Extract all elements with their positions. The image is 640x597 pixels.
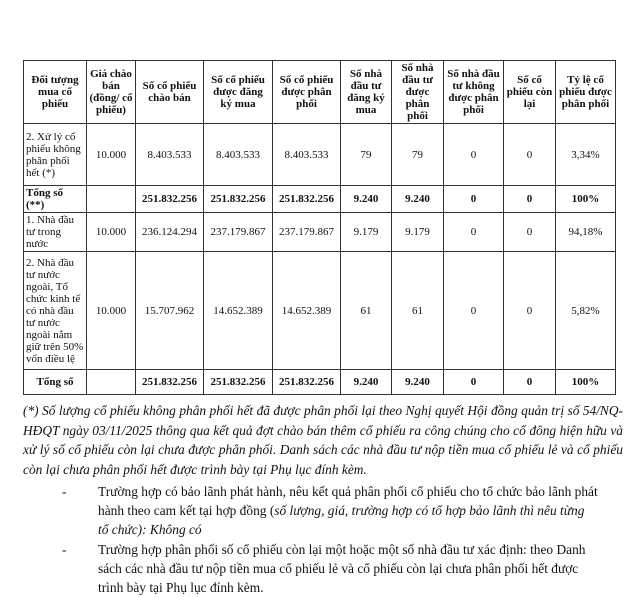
table-cell: 9.179 <box>392 213 444 252</box>
header-cell: Số nhà đầu tư được phân phối <box>392 61 444 124</box>
table-cell: Tổng số (**) <box>24 186 87 213</box>
table-row <box>24 124 616 186</box>
table-cell: 9.179 <box>341 213 392 252</box>
table-cell: 0 <box>444 186 504 213</box>
table-cell: 251.832.256 <box>273 186 341 213</box>
header-cell: Đối tượng mua cổ phiếu <box>24 61 87 124</box>
footnote: (*) Số lượng cổ phiếu không phân phối hết đã được phân phối lại theo Nghị quyết Hội đồng quản trị số 54/NQ- HĐQT ngày 03/11/2025 thông qua kết quả đợt chào bán thêm cổ phiếu ra công chúng cho cổ đông hiện hữu và xử lý số cổ phiếu còn lại chưa được phân phối. Danh sách các nhà đầu tư nộp tiền mua cổ phiếu lẻ và cổ phiếu còn lại chưa phân phối hết được trình bày tại Phụ lục đính kèm. <box>23 403 623 477</box>
table-cell: 100% <box>556 370 616 395</box>
table-cell: 0 <box>504 370 556 395</box>
table-row <box>24 213 616 252</box>
table-cell: 9.240 <box>341 186 392 213</box>
table-cell: 10.000 <box>87 213 136 252</box>
table-cell: 2. Xử lý cổ phiếu không phân phối hết (*) <box>24 124 87 186</box>
table-cell: 237.179.867 <box>273 213 341 252</box>
bullet-dash: - <box>62 484 67 499</box>
table-cell: 79 <box>392 124 444 186</box>
table-cell: 0 <box>504 213 556 252</box>
table-cell <box>87 186 136 213</box>
table-cell: 2. Nhà đầu tư nước ngoài, Tổ chức kinh tế có nhà đầu tư nước ngoài nắm giữ trên 50% vốn điều lệ <box>24 252 87 370</box>
table-cell: 79 <box>341 124 392 186</box>
table-cell: 237.179.867 <box>204 213 273 252</box>
table-cell: 8.403.533 <box>136 124 204 186</box>
header-cell: Số cổ phiếu còn lại <box>504 61 556 124</box>
table-cell: 0 <box>504 124 556 186</box>
table-header-row <box>24 61 616 124</box>
header-cell: Tỷ lệ cổ phiếu được phân phối <box>556 61 616 124</box>
header-cell: Số nhà đầu tư không được phân phối <box>444 61 504 124</box>
header-cell: Số cổ phiếu được phân phối <box>273 61 341 124</box>
table-cell: 61 <box>392 252 444 370</box>
table-row <box>24 186 616 213</box>
header-cell: Số cổ phiếu được đăng ký mua <box>204 61 273 124</box>
table-cell <box>87 370 136 395</box>
table-row <box>24 370 616 395</box>
allocation-table <box>23 60 616 395</box>
bullet-text: Trường hợp phân phối số cổ phiếu còn lại một hoặc một số nhà đầu tư xác định: theo Danh sách các nhà đầu tư nộp tiền mua cổ phiếu lẻ và cổ phiếu còn lại chưa phân phối hết được trình bày tại Phụ lục đính kèm. <box>98 542 586 595</box>
table-cell: 10.000 <box>87 124 136 186</box>
table-cell: 251.832.256 <box>273 370 341 395</box>
table-cell: 14.652.389 <box>204 252 273 370</box>
table-cell: 14.652.389 <box>273 252 341 370</box>
table-cell: 236.124.294 <box>136 213 204 252</box>
table-row <box>24 252 616 370</box>
bullet-dash: - <box>62 542 67 557</box>
table-cell: 94,18% <box>556 213 616 252</box>
header-cell: Giá chào bán (đồng/ cổ phiếu) <box>87 61 136 124</box>
table-cell: 251.832.256 <box>204 370 273 395</box>
table-cell: Tổng số <box>24 370 87 395</box>
table-cell: 15.707.962 <box>136 252 204 370</box>
table-cell: 61 <box>341 252 392 370</box>
table-cell: 251.832.256 <box>136 370 204 395</box>
table-cell: 0 <box>444 370 504 395</box>
table-cell: 0 <box>504 252 556 370</box>
table-cell: 0 <box>444 213 504 252</box>
table-cell: 10.000 <box>87 252 136 370</box>
table-cell: 100% <box>556 186 616 213</box>
table-cell: 9.240 <box>341 370 392 395</box>
table-cell: 0 <box>444 124 504 186</box>
table-cell: 0 <box>444 252 504 370</box>
table-cell: 9.240 <box>392 370 444 395</box>
table-cell: 9.240 <box>392 186 444 213</box>
table-cell: 1. Nhà đầu tư trong nước <box>24 213 87 252</box>
header-cell: Số nhà đầu tư đăng ký mua <box>341 61 392 124</box>
table-cell: 0 <box>504 186 556 213</box>
table-cell: 8.403.533 <box>273 124 341 186</box>
table-cell: 251.832.256 <box>204 186 273 213</box>
bullet-text: Trường hợp có bảo lãnh phát hành, nêu kết quả phân phối cổ phiếu cho tổ chức bảo lãnh phát hành theo cam kết tại hợp đồng (số lượng, giá, trường hợp có tổ hợp bảo lãnh thì nêu từng tổ chức): Không có <box>98 484 598 537</box>
table-cell: 8.403.533 <box>204 124 273 186</box>
table-cell: 251.832.256 <box>136 186 204 213</box>
table-cell: 5,82% <box>556 252 616 370</box>
header-cell: Số cổ phiếu chào bán <box>136 61 204 124</box>
table-cell: 3,34% <box>556 124 616 186</box>
